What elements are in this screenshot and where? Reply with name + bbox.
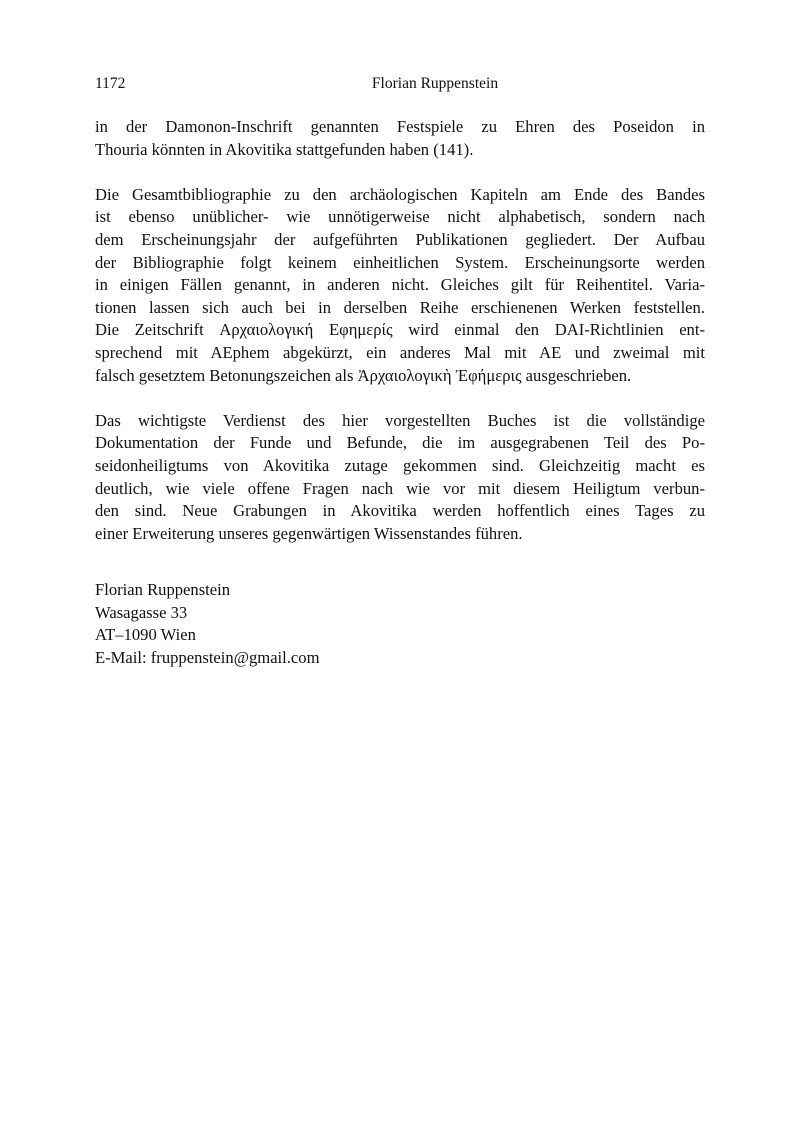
text-line: Die Gesamtbibliographie zu den archäologischen Kapiteln am Ende des Bandes xyxy=(95,184,705,204)
body-text xyxy=(95,116,705,545)
running-head-author: Florian Ruppenstein xyxy=(371,75,499,92)
text-line: sprechend mit AEphem abgekürzt, ein anderes Mal mit AE und zweimal mit xyxy=(95,342,705,362)
text-line: Thouria könnten in Akovitika stattgefunden haben (141). xyxy=(95,139,474,159)
author-address xyxy=(95,579,705,669)
text-line: seidonheiligtums von Akovitika zutage gekommen sind. Gleichzeitig macht es xyxy=(95,455,705,475)
address-email: E-Mail: fruppenstein@gmail.com xyxy=(95,648,320,668)
text-line: einer Erweiterung unseres gegenwärtigen Wissenstandes führen. xyxy=(95,523,523,543)
document-page xyxy=(95,72,705,670)
text-line: falsch gesetztem Betonungszeichen als Ἀρχαιολογικὴ Ἐφήμερις ausgeschrieben. xyxy=(95,365,632,385)
text-line: in der Damonon-Inschrift genannten Festspiele zu Ehren des Poseidon in xyxy=(95,117,705,136)
paragraph-2 xyxy=(95,184,705,387)
address-city: AT–1090 Wien xyxy=(95,625,196,645)
text-line: der Bibliographie folgt keinem einheitlichen System. Erscheinungsorte werden xyxy=(95,252,705,272)
paragraph-3 xyxy=(95,410,705,546)
page-number: 1172 xyxy=(95,75,126,92)
text-line: Die Zeitschrift Αρχαιολογική Εφημερίς wird einmal den DAI-Richtlinien ent- xyxy=(95,320,705,340)
paragraph-1 xyxy=(95,116,705,161)
text-line: den sind. Neue Grabungen in Akovitika werden hoffentlich eines Tages zu xyxy=(95,501,705,521)
text-line: dem Erscheinungsjahr der aufgeführten Publikationen gegliedert. Der Aufbau xyxy=(95,229,705,249)
address-street: Wasagasse 33 xyxy=(95,602,188,622)
text-line: tionen lassen sich auch bei in derselben Reihe erschienenen Werken feststellen. xyxy=(95,297,705,317)
text-line: ist ebenso unüblicher- wie unnötigerweise nicht alphabetisch, sondern nach xyxy=(95,207,705,227)
text-line: Dokumentation der Funde und Befunde, die im ausgegrabenen Teil des Po- xyxy=(95,433,705,453)
address-name: Florian Ruppenstein xyxy=(95,580,231,600)
running-head xyxy=(95,72,705,96)
text-line: in einigen Fällen genannt, in anderen nicht. Gleiches gilt für Reihentitel. Varia- xyxy=(95,275,705,295)
text-line: deutlich, wie viele offene Fragen nach wie vor mit diesem Heiligtum verbun- xyxy=(95,478,705,498)
text-line: Das wichtigste Verdienst des hier vorgestellten Buches ist die vollständige xyxy=(95,410,705,430)
